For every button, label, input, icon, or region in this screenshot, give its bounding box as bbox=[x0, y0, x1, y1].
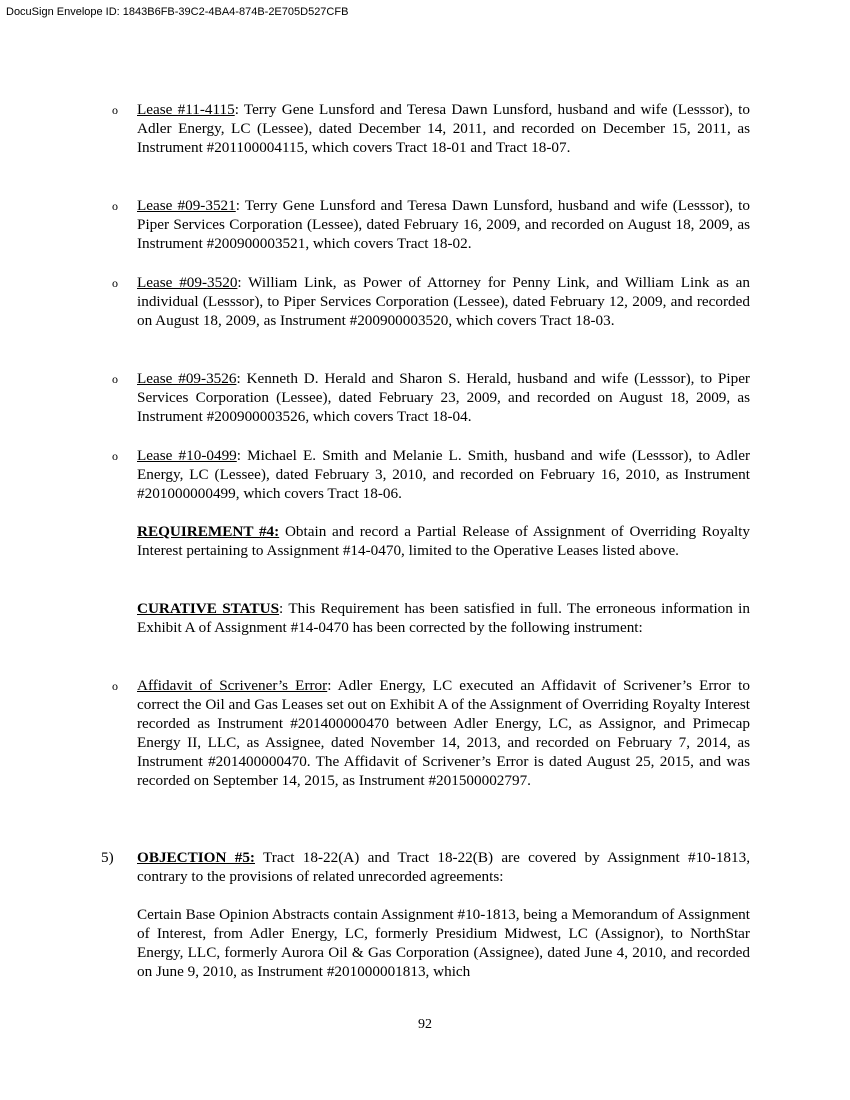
lease-title: Lease #09-3526 bbox=[137, 370, 237, 387]
objection-paragraph bbox=[137, 848, 750, 886]
lease-text: : Michael E. Smith and Melanie L. Smith, husband and wife (Lesssor), to Adler Energy, LC (Lessee), dated February 3, 2010, and recorded on February 16, 2010, as Instrument #201000000499, which covers Tract 18-06. bbox=[137, 447, 751, 503]
bullet-icon: o bbox=[112, 103, 118, 117]
lease-title: Lease #10-0499 bbox=[137, 447, 237, 464]
lease-title: Lease #09-3521 bbox=[137, 197, 236, 214]
docusign-envelope-id: DocuSign Envelope ID: 1843B6FB-39C2-4BA4-874B-2E705D527CFB bbox=[6, 6, 349, 18]
bullet-icon: o bbox=[112, 372, 118, 386]
objection-number: 5) bbox=[101, 849, 114, 866]
curative-status-paragraph bbox=[137, 599, 750, 637]
bullet-icon: o bbox=[112, 679, 118, 693]
bullet-icon: o bbox=[112, 276, 118, 290]
objection-text: Tract 18-22(A) and Tract 18-22(B) are covered by Assignment #10-1813, contrary to the provisions of related unrecorded agreements: bbox=[137, 849, 750, 886]
bullet-icon: o bbox=[112, 199, 118, 213]
affidavit-paragraph bbox=[137, 676, 750, 791]
affidavit-text: : Adler Energy, LC executed an Affidavit of Scrivener’s Error to correct the Oil and Gas Leases set out on Exhibit A of the Assignment of Overriding Royalty Interest recorded as Instrument #201400000470 between Adler Energy, LC, as Assignor, and Primecap Energy II, LLC, as Assignee, dated November 14, 2013, and recorded on February 7, 2014, as Instrument #201400000470. The Affidavit of Scrivener’s Error is dated August 25, 2015, and was recorded on September 14, 2015, as Instrument #201500002797. bbox=[137, 677, 750, 790]
objection-label: OBJECTION #5: bbox=[137, 849, 255, 866]
lease-paragraph bbox=[137, 196, 750, 253]
lease-paragraph bbox=[137, 273, 750, 330]
requirement-label: REQUIREMENT #4: bbox=[137, 523, 280, 540]
lease-title: Lease #09-3520 bbox=[137, 274, 238, 291]
lease-paragraph bbox=[137, 100, 750, 157]
lease-paragraph bbox=[137, 369, 750, 426]
affidavit-title: Affidavit of Scrivener’s Error bbox=[137, 677, 328, 694]
bullet-icon: o bbox=[112, 449, 118, 463]
page-number: 92 bbox=[418, 1017, 432, 1032]
curative-status-text: : This Requirement has been satisfied in full. The erroneous information in Exhibit A of Assignment #14-0470 has been corrected by the following instrument: bbox=[137, 600, 750, 637]
lease-text: : Terry Gene Lunsford and Teresa Dawn Lunsford, husband and wife (Lesssor), to Piper Services Corporation (Lessee), dated February 16, 2009, and recorded on August 18, 2009, as Instrument #200900003521, which covers Tract 18-02. bbox=[137, 197, 750, 253]
curative-status-label: CURATIVE STATUS bbox=[137, 600, 280, 617]
lease-text: : Kenneth D. Herald and Sharon S. Herald, husband and wife (Lesssor), to Piper Services Corporation (Lessee), dated February 23, 2009, and recorded on August 18, 2009, as Instrument #200900003526, which covers Tract 18-04. bbox=[137, 370, 750, 426]
lease-text: : Terry Gene Lunsford and Teresa Dawn Lunsford, husband and wife (Lesssor), to Adler Energy, LC (Lessee), dated December 14, 2011, and recorded on December 15, 2011, as Instrument #201100004115, which covers Tract 18-01 and Tract 18-07. bbox=[137, 101, 750, 157]
requirement-paragraph bbox=[137, 522, 750, 560]
requirement-text: Obtain and record a Partial Release of Assignment of Overriding Royalty Interest pertaining to Assignment #14-0470, limited to the Operative Leases listed above. bbox=[137, 523, 750, 560]
lease-title: Lease #11-4115 bbox=[137, 101, 235, 118]
lease-text: : William Link, as Power of Attorney for Penny Link, and William Link as an individual (Lesssor), to Piper Services Corporation (Lessee), dated February 12, 2009, and recorded on August 18, 2009, as Instrument #200900003520, which covers Tract 18-03. bbox=[137, 274, 751, 330]
abstract-paragraph: Certain Base Opinion Abstracts contain Assignment #10-1813, being a Memorandum of Assignment of Interest, from Adler Energy, LC, formerly Presidium Midwest, LC (Assignor), to NorthStar Energy, LLC, formerly Aurora Oil & Gas Corporation (Assignee), dated June 4, 2010, and recorded on June 9, 2010, as Instrument #201000001813, which bbox=[137, 906, 750, 981]
lease-paragraph bbox=[137, 446, 750, 503]
